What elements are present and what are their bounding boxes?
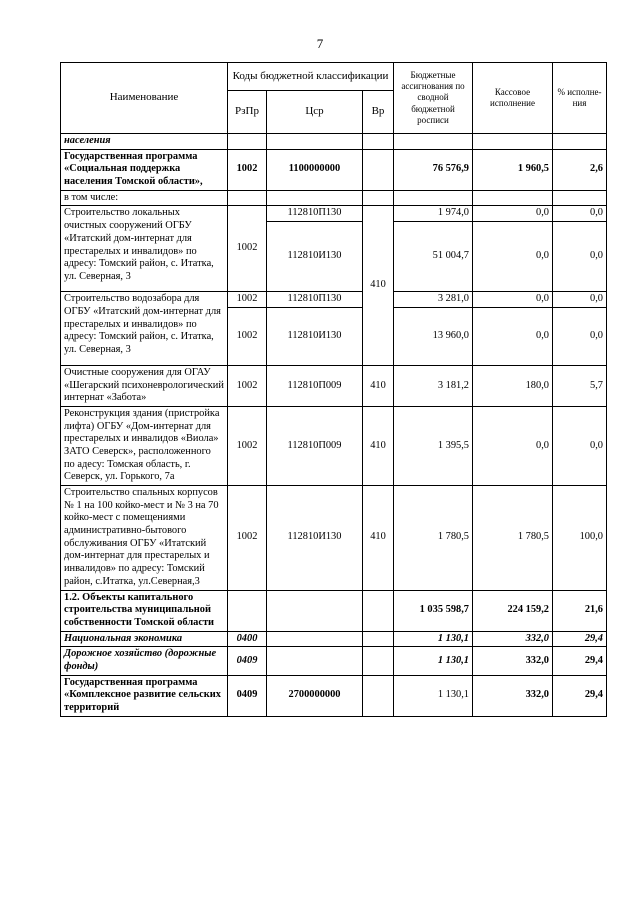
row-name: Очистные сооружения для ОГАУ «Шегарский психоневрологический интернат «Забота» (61, 365, 228, 406)
row-vr: 410 (363, 206, 394, 365)
row-budget: 3 181,2 (394, 365, 473, 406)
row-pct: 29,4 (553, 631, 607, 647)
table-row (61, 365, 607, 406)
row-budget: 1 035 598,7 (394, 590, 473, 631)
row-cash: 1 780,5 (473, 486, 553, 591)
row-rzpr: 1002 (228, 292, 267, 308)
row-pct: 29,4 (553, 647, 607, 675)
row-budget: 1 395,5 (394, 406, 473, 485)
row-csr: 112810И130 (267, 222, 363, 292)
row-cash: 0,0 (473, 206, 553, 222)
row-budget: 3 281,0 (394, 292, 473, 308)
table-row (61, 486, 607, 591)
row-budget: 1 130,1 (394, 647, 473, 675)
row-budget: 1 974,0 (394, 206, 473, 222)
row-name: в том числе: (61, 190, 228, 206)
row-rzpr: 1002 (228, 406, 267, 485)
row-name: Государственная программа «Комплексное развитие сельских территорий (61, 675, 228, 716)
row-vr: 410 (363, 365, 394, 406)
header-cash: Кассовое исполнение (473, 63, 553, 134)
row-name: населения (61, 134, 228, 150)
row-vr: 410 (363, 406, 394, 485)
row-pct: 21,6 (553, 590, 607, 631)
row-pct: 29,4 (553, 675, 607, 716)
row-cash: 0,0 (473, 406, 553, 485)
row-cash: 1 960,5 (473, 149, 553, 190)
table-row (61, 292, 607, 308)
row-rzpr: 0400 (228, 631, 267, 647)
row-cash: 0,0 (473, 222, 553, 292)
table-row (61, 647, 607, 675)
table-row (61, 149, 607, 190)
table-row (61, 406, 607, 485)
row-rzpr: 1002 (228, 206, 267, 292)
row-rzpr: 1002 (228, 365, 267, 406)
row-pct: 100,0 (553, 486, 607, 591)
row-cash: 332,0 (473, 631, 553, 647)
row-csr: 112810И130 (267, 486, 363, 591)
row-name: Реконструкция здания (пристройка лифта) ОГБУ «Дом-интернат для престарелых и инвалидов «Виола» ЗАТО Северск», расположенного по адесу: Томская область, г. Северск, ул. Горького, 7а (61, 406, 228, 485)
row-pct: 0,0 (553, 406, 607, 485)
header-pct: % исполне-ния (553, 63, 607, 134)
row-pct: 0,0 (553, 206, 607, 222)
row-name: Дорожное хозяйство (дорожные фонды) (61, 647, 228, 675)
row-csr: 112810И130 (267, 307, 363, 365)
header-rzpr: РзПр (228, 91, 267, 134)
row-csr: 1100000000 (267, 149, 363, 190)
row-cash: 224 159,2 (473, 590, 553, 631)
row-name: Строительство локальных очистных сооружений ОГБУ «Итатский дом-интернат для престарелых и инвалидов» по адресу: Томский район, с. Итатка, ул. Северная, 3 (61, 206, 228, 292)
row-csr: 112810П130 (267, 206, 363, 222)
row-budget: 51 004,7 (394, 222, 473, 292)
row-name: Национальная экономика (61, 631, 228, 647)
row-pct: 2,6 (553, 149, 607, 190)
row-rzpr: 0409 (228, 647, 267, 675)
row-budget: 1 130,1 (394, 631, 473, 647)
row-name: 1.2. Объекты капитального строительства муниципальной собственности Томской области (61, 590, 228, 631)
table-row (61, 675, 607, 716)
row-csr: 112810П009 (267, 365, 363, 406)
row-rzpr: 1002 (228, 307, 267, 365)
table-row (61, 631, 607, 647)
table-row (61, 134, 607, 150)
row-name: Строительство водозабора для ОГБУ «Итатский дом-интернат для престарелых и инвалидов» по адресу: Томский район, с. Итатка, ул. Северная, 3 (61, 292, 228, 366)
header-budget: Бюджетные ассигнования по сводной бюджетной росписи (394, 63, 473, 134)
header-name: Наименование (61, 63, 228, 134)
row-pct: 5,7 (553, 365, 607, 406)
budget-execution-table (60, 62, 607, 717)
row-name: Строительство спальных корпусов № 1 на 100 койко-мест и № 3 на 70 койко-мест с помещениями административно-бытового обслуживания ОГБУ «Итатский дом-интернат для престарелых и инвалидов» по адресу: Томский район, с.Итатка, ул.Северная,3 (61, 486, 228, 591)
row-rzpr: 0409 (228, 675, 267, 716)
table-row (61, 190, 607, 206)
table-row (61, 206, 607, 222)
row-budget: 1 780,5 (394, 486, 473, 591)
row-name: Государственная программа «Социальная поддержка населения Томской области», (61, 149, 228, 190)
page-number: 7 (316, 36, 324, 51)
row-csr: 2700000000 (267, 675, 363, 716)
row-budget: 1 130,1 (394, 675, 473, 716)
header-codes-group: Коды бюджетной классификации (228, 63, 394, 91)
table-row (61, 590, 607, 631)
row-vr: 410 (363, 486, 394, 591)
row-cash: 0,0 (473, 292, 553, 308)
row-cash: 180,0 (473, 365, 553, 406)
row-pct: 0,0 (553, 222, 607, 292)
row-pct: 0,0 (553, 307, 607, 365)
row-pct: 0,0 (553, 292, 607, 308)
row-cash: 0,0 (473, 307, 553, 365)
row-csr: 112810П130 (267, 292, 363, 308)
row-csr: 112810П009 (267, 406, 363, 485)
row-budget: 76 576,9 (394, 149, 473, 190)
row-budget: 13 960,0 (394, 307, 473, 365)
row-rzpr: 1002 (228, 486, 267, 591)
header-vr: Вр (363, 91, 394, 134)
row-rzpr: 1002 (228, 149, 267, 190)
row-cash: 332,0 (473, 647, 553, 675)
row-cash: 332,0 (473, 675, 553, 716)
header-csr: Цср (267, 91, 363, 134)
